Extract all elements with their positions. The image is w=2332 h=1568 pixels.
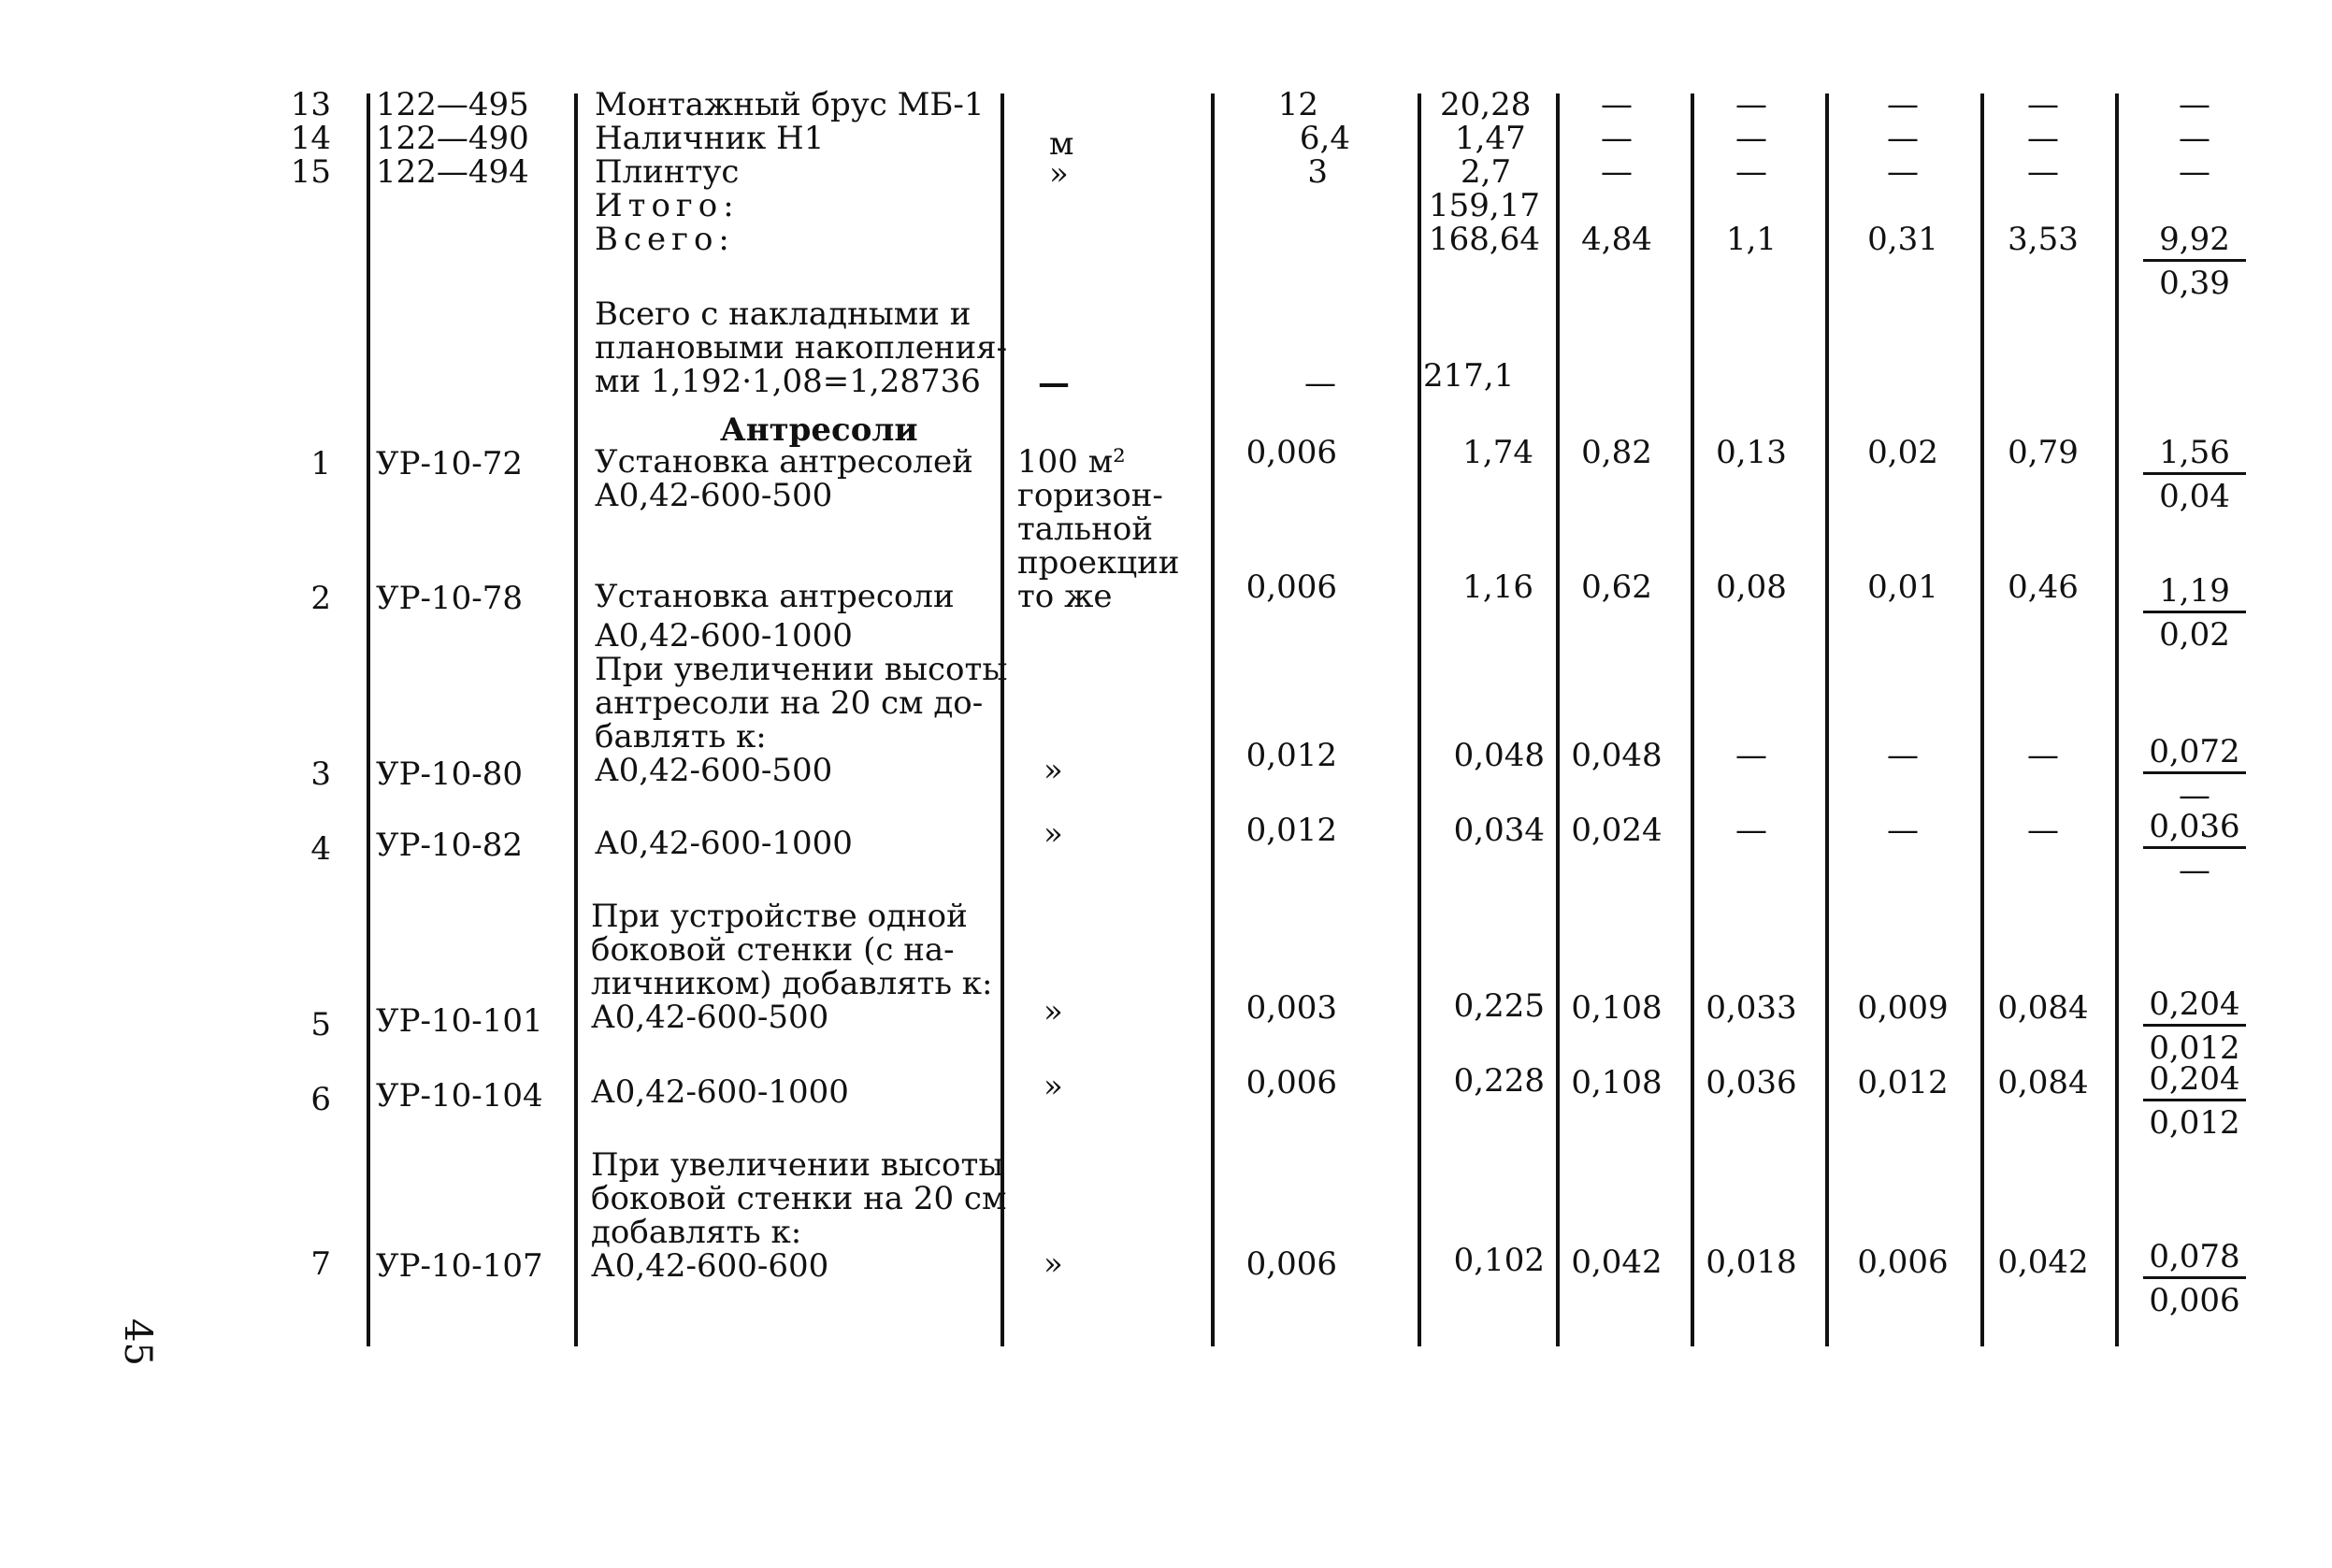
row-cell: 0,08 — [1716, 568, 1787, 606]
fraction-denominator: 0,02 — [2159, 616, 2230, 654]
vsego-cell: 3,53 — [2008, 221, 2079, 258]
row-cell: — — [2027, 737, 2059, 774]
row-cost: 0,228 — [1453, 1062, 1545, 1100]
row-code: УР-10-72 — [376, 445, 523, 482]
row-name: А0,42-600-500 — [591, 999, 829, 1036]
column-rule — [1980, 94, 1984, 1346]
row-cell: 0,024 — [1571, 812, 1663, 849]
row-cell: — — [2179, 120, 2210, 157]
row-name: Монтажный брус МБ-1 — [595, 86, 985, 123]
note-line: личником) добавлять к: — [591, 965, 993, 1002]
vsego-cost: 168,64 — [1429, 221, 1540, 258]
vsego-cell: 0,31 — [1867, 221, 1938, 258]
row-number: 5 — [310, 1006, 331, 1043]
row-cell: 0,108 — [1571, 989, 1663, 1027]
row-cell: 0,084 — [1997, 1064, 2089, 1101]
row-cell: — — [2027, 812, 2059, 849]
row-name: Плинтус — [595, 153, 740, 191]
row-number: 1 — [310, 445, 331, 482]
row-cost: 2,7 — [1461, 153, 1512, 191]
row-name: А0,42-600-600 — [591, 1247, 829, 1285]
fraction-numerator: 1,19 — [2143, 574, 2246, 613]
row-cell: — — [1887, 812, 1919, 849]
row-cell: — — [1735, 812, 1767, 849]
row-cell: — — [1735, 153, 1767, 191]
row-cell: 0,79 — [2008, 434, 2079, 471]
row-cell: 0,084 — [1997, 989, 2089, 1027]
row-number: 4 — [310, 830, 331, 868]
row-cell: — — [1601, 86, 1633, 123]
row-fraction — [2143, 574, 2246, 652]
row-qty: 0,006 — [1245, 1245, 1337, 1283]
vsego-nakl-qty: — — [1304, 365, 1336, 402]
row-code: УР-10-101 — [376, 1002, 543, 1040]
row-cell: — — [1887, 86, 1919, 123]
row-fraction — [2143, 735, 2246, 813]
row-cell: 0,033 — [1706, 989, 1797, 1027]
column-rule — [2115, 94, 2119, 1346]
row-cell: 0,108 — [1571, 1064, 1663, 1101]
row-fraction — [2143, 1062, 2246, 1140]
unit-text: проекции — [1017, 544, 1180, 582]
row-cell: 0,009 — [1857, 989, 1949, 1027]
row-cell: 0,02 — [1867, 434, 1938, 471]
row-name: А0,42-600-500 — [595, 752, 833, 789]
row-fraction — [2143, 436, 2246, 513]
row-unit: » — [1044, 815, 1063, 853]
row-cost: 1,74 — [1462, 434, 1533, 471]
fraction-numerator: 9,92 — [2143, 223, 2246, 262]
row-code: УР-10-104 — [376, 1077, 543, 1115]
note-line: добавлять к: — [591, 1214, 802, 1251]
note-line: бавлять к: — [595, 718, 767, 755]
fraction-denominator: 0,006 — [2149, 1282, 2240, 1319]
row-cell: 0,82 — [1581, 434, 1652, 471]
unit-text: горизон- — [1017, 477, 1163, 514]
row-cell: — — [2027, 120, 2059, 157]
column-rule — [1211, 94, 1215, 1346]
row-cell: — — [1735, 86, 1767, 123]
itogo-cost: 159,17 — [1429, 187, 1540, 224]
row-code: УР-10-78 — [376, 580, 523, 617]
row-cell: — — [1735, 737, 1767, 774]
row-name: А0,42-600-1000 — [595, 825, 853, 862]
fraction-denominator: 0,012 — [2149, 1104, 2240, 1142]
row-unit: » — [1049, 155, 1069, 193]
column-rule — [1418, 94, 1421, 1346]
row-cell: 0,018 — [1706, 1244, 1797, 1281]
column-rule — [1691, 94, 1694, 1346]
row-number: 14 — [290, 120, 331, 157]
unit-text: 100 м² — [1017, 443, 1126, 481]
fraction-denominator: 0,012 — [2149, 1029, 2240, 1067]
row-cell: — — [2179, 86, 2210, 123]
row-number: 7 — [310, 1245, 331, 1283]
row-code: 122—494 — [376, 153, 529, 191]
row-unit: » — [1044, 752, 1063, 789]
note-line: боковой стенки на 20 см — [591, 1180, 1007, 1217]
note-line: антресоли на 20 см до- — [595, 684, 984, 722]
row-number: 2 — [310, 580, 331, 617]
row-unit: » — [1044, 1068, 1063, 1105]
row-qty: 0,006 — [1245, 568, 1337, 606]
row-unit: м — [1049, 125, 1074, 163]
fraction-denominator: — — [2179, 852, 2210, 889]
vsego-fraction — [2143, 223, 2246, 300]
fraction-numerator: 1,56 — [2143, 436, 2246, 475]
row-name: Установка антресолей — [595, 443, 973, 481]
row-cost: 0,225 — [1453, 987, 1545, 1025]
row-name: А0,42-600-1000 — [595, 617, 853, 655]
fraction-denominator: — — [2179, 777, 2210, 814]
vsego-nakl-cost: 217,1 — [1423, 357, 1515, 395]
row-fraction — [2143, 1240, 2246, 1317]
row-cell: 0,042 — [1571, 1244, 1663, 1281]
row-code: 122—490 — [376, 120, 529, 157]
vsego-nakl-line: ми 1,192·1,08=1,28736 — [595, 363, 981, 400]
note-line: При увеличении высоты — [591, 1146, 1004, 1184]
row-cell: 0,006 — [1857, 1244, 1949, 1281]
itogo-label: Итого: — [595, 187, 740, 224]
vsego-cell: 4,84 — [1581, 221, 1652, 258]
page-number: 45 — [116, 1318, 159, 1366]
row-cell: — — [2179, 153, 2210, 191]
row-name: Установка антресоли — [595, 578, 955, 615]
row-qty: 6,4 — [1299, 120, 1350, 157]
row-cell: 0,62 — [1581, 568, 1652, 606]
row-number: 6 — [310, 1081, 331, 1118]
row-cell: 0,46 — [2008, 568, 2079, 606]
row-cell: — — [1887, 737, 1919, 774]
row-cell: — — [1887, 153, 1919, 191]
row-qty: 0,006 — [1245, 434, 1337, 471]
fraction-numerator: 0,036 — [2143, 810, 2246, 849]
row-cost: 1,47 — [1455, 120, 1526, 157]
fraction-numerator: 0,078 — [2143, 1240, 2246, 1279]
row-code: УР-10-107 — [376, 1247, 543, 1285]
fraction-numerator: 0,204 — [2143, 987, 2246, 1027]
row-cell: 0,042 — [1997, 1244, 2089, 1281]
row-number: 13 — [290, 86, 331, 123]
note-line: При увеличении высоты — [595, 651, 1008, 688]
fraction-numerator: 0,204 — [2143, 1062, 2246, 1101]
row-qty: 3 — [1307, 153, 1328, 191]
column-rule — [367, 94, 370, 1346]
row-cell: — — [2027, 86, 2059, 123]
row-unit: » — [1044, 1245, 1063, 1283]
row-cost: 0,102 — [1453, 1242, 1545, 1279]
row-code: УР-10-82 — [376, 827, 523, 864]
row-cost: 20,28 — [1440, 86, 1532, 123]
row-qty: 0,012 — [1245, 737, 1337, 774]
vsego-label: Всего: — [595, 221, 735, 258]
row-cell: — — [1601, 153, 1633, 191]
vsego-nakl-line: плановыми накопления- — [595, 329, 1008, 367]
unit-text: тальной — [1017, 511, 1153, 548]
column-rule — [1825, 94, 1829, 1346]
row-qty: 12 — [1277, 86, 1318, 123]
row-name: Наличник Н1 — [595, 120, 825, 157]
row-cell: 0,036 — [1706, 1064, 1797, 1101]
row-number: 3 — [310, 755, 331, 793]
row-qty: 0,012 — [1245, 812, 1337, 849]
unit-text: то же — [1017, 578, 1113, 615]
vsego-cell: 1,1 — [1725, 221, 1778, 258]
row-cell: 0,01 — [1867, 568, 1938, 606]
row-fraction — [2143, 810, 2246, 887]
row-cell: — — [1887, 120, 1919, 157]
fraction-denominator: 0,04 — [2159, 478, 2230, 515]
row-qty: 0,003 — [1245, 989, 1337, 1027]
row-cell: 0,012 — [1857, 1064, 1949, 1101]
row-name: А0,42-600-500 — [595, 477, 833, 514]
row-cell: — — [1601, 120, 1633, 157]
row-cell: — — [1735, 120, 1767, 157]
row-cell: — — [2027, 153, 2059, 191]
row-cell: 0,13 — [1716, 434, 1787, 471]
vsego-nakl-unit: — — [1038, 365, 1070, 402]
vsego-nakl-line: Всего с накладными и — [595, 295, 972, 333]
row-cost: 1,16 — [1462, 568, 1533, 606]
row-fraction — [2143, 987, 2246, 1065]
row-number: 15 — [290, 153, 331, 191]
row-code: УР-10-80 — [376, 755, 523, 793]
fraction-denominator: 0,39 — [2159, 265, 2230, 302]
row-cost: 0,034 — [1453, 812, 1545, 849]
row-qty: 0,006 — [1245, 1064, 1337, 1101]
row-cell: 0,048 — [1571, 737, 1663, 774]
row-unit: » — [1044, 993, 1063, 1030]
row-code: 122—495 — [376, 86, 529, 123]
note-line: боковой стенки (с на- — [591, 931, 955, 969]
note-line: При устройстве одной — [591, 898, 968, 935]
fraction-numerator: 0,072 — [2143, 735, 2246, 774]
section-heading: Антресоли — [720, 411, 918, 449]
column-rule — [1556, 94, 1560, 1346]
row-cost: 0,048 — [1453, 737, 1545, 774]
row-name: А0,42-600-1000 — [591, 1073, 849, 1111]
column-rule — [574, 94, 578, 1346]
